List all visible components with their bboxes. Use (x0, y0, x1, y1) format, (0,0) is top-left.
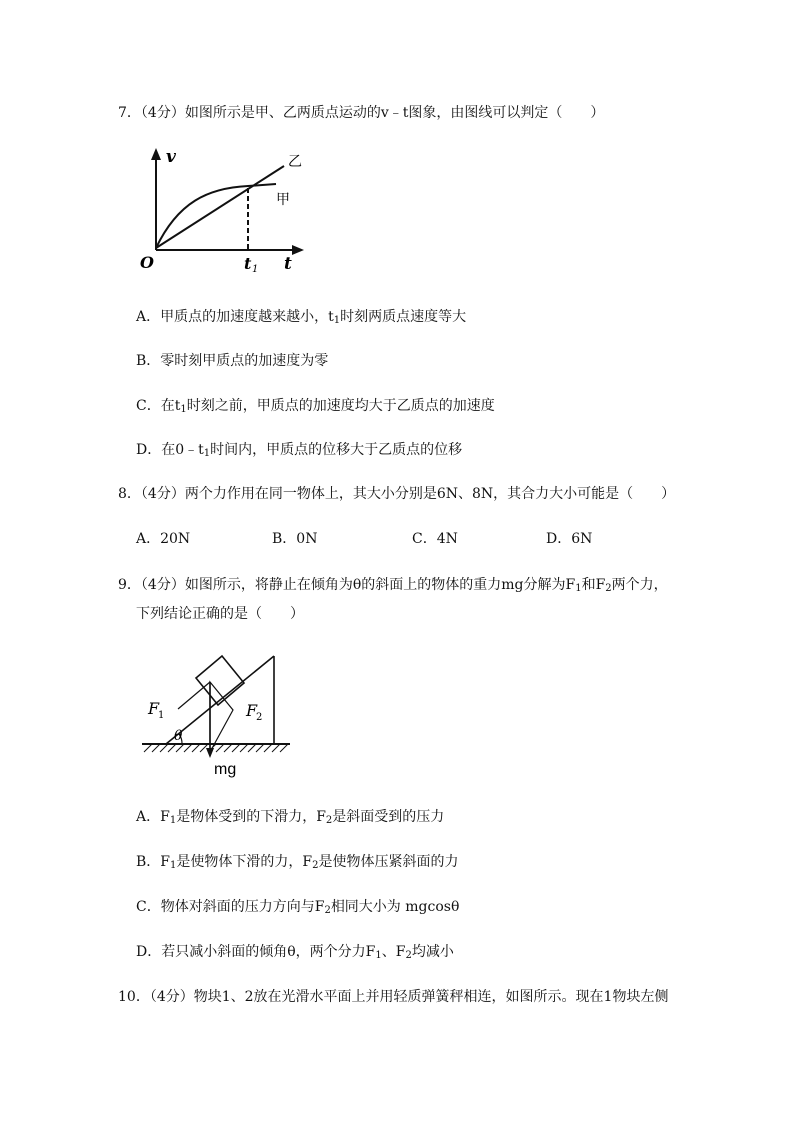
q7-option-d-text-end: 时间内，甲质点的位移大于乙质点的位移 (210, 442, 463, 458)
q9-option-d-sub1: 1 (375, 950, 382, 961)
q7-t1-subscript: 1 (252, 264, 259, 275)
q7-t-axis-arrow (292, 245, 304, 255)
q7-option-d (136, 441, 462, 459)
q7-y-axis-label: v (166, 147, 176, 167)
q7-x-axis-label: t (284, 254, 292, 274)
q7-option-c-sub: 1 (180, 404, 187, 415)
q7-jia-label: 甲 (276, 192, 290, 208)
q9-stem-line2: 下列结论正确的是（ ） (136, 606, 304, 622)
q7-vt-graph (138, 142, 308, 275)
q7-origin-label: O (140, 253, 154, 272)
q8-option-c: C．4N (412, 531, 458, 547)
q9-option-b-text-mid: 是使物体下滑的力，F (176, 854, 313, 870)
q9-f1-label: F (148, 699, 160, 718)
q8-stem: 8．（4分）两个力作用在同一物体上，其大小分别是6N、8N，其合力大小可能是（ ） (118, 486, 676, 502)
q9-stem-text-mid: 和F (581, 577, 606, 593)
q7-curve-jia (156, 184, 276, 248)
q9-option-a-text-mid: 是物体受到的下滑力，F (176, 809, 326, 825)
q9-option-c-sub1: 2 (324, 905, 331, 916)
q7-yi-label: 乙 (288, 154, 302, 170)
q9-theta-label: θ (174, 728, 183, 744)
q7-option-d-text: D．在0﹣t (136, 442, 204, 458)
q9-option-d (136, 943, 454, 961)
q7-stem: 7．（4分）如图所示是甲、乙两质点运动的v﹣t图象，由图线可以判定（ ） (118, 105, 605, 121)
q7-v-axis-arrow (151, 148, 161, 160)
q9-option-b-text: B．F (136, 854, 171, 870)
q9-option-d-text: D．若只减小斜面的倾角θ，两个分力F (136, 944, 376, 960)
q9-option-d-sub2: 2 (405, 950, 412, 961)
q7-option-c (136, 397, 495, 415)
q9-block (196, 656, 244, 705)
q9-option-d-text-end: 均减小 (411, 944, 454, 960)
q9-option-a (136, 808, 444, 826)
q7-option-a (136, 308, 466, 326)
q9-option-b-sub1: 1 (170, 860, 177, 871)
q7-line-yi (156, 166, 284, 248)
q7-option-c-text-end: 时刻之前，甲质点的加速度均大于乙质点的加速度 (186, 398, 495, 414)
q7-option-c-text: C．在t (136, 398, 181, 414)
q9-option-c-text: C．物体对斜面的压力方向与F (136, 899, 325, 915)
q9-option-d-text-mid: 、F (381, 944, 406, 960)
q9-stem (118, 576, 668, 594)
q9-ground-hatching (144, 744, 288, 752)
q9-option-b (136, 853, 458, 871)
q8-option-a: A．20N (136, 531, 191, 547)
q7-option-a-sub: 1 (333, 315, 341, 326)
q10-stem: 10．（4分）物块1、2放在光滑水平面上并用轻质弹簧秤相连，如图所示。现在1物块左侧 (118, 989, 669, 1005)
q9-option-a-sub1: 1 (169, 815, 177, 826)
q9-option-b-sub2: 2 (312, 860, 319, 871)
q9-f2-subscript: 2 (256, 712, 263, 723)
q7-option-a-text-end: 时刻两质点速度等大 (340, 309, 467, 325)
q9-f1-subscript: 1 (158, 710, 165, 721)
q7-option-a-text: A．甲质点的加速度越来越小，t (136, 309, 334, 325)
q9-stem-sub2: 2 (605, 583, 612, 594)
q8-option-b: B．0N (272, 531, 318, 547)
q9-option-a-text: A．F (136, 809, 170, 825)
q9-option-a-text-end: 是斜面受到的压力 (332, 809, 445, 825)
q9-stem-text-end: 两个力， (611, 577, 668, 593)
q9-f2-label: F (246, 701, 258, 720)
q7-option-d-sub: 1 (203, 448, 211, 459)
q9-option-b-text-end: 是使物体压紧斜面的力 (318, 854, 459, 870)
q9-option-a-sub2: 2 (325, 815, 333, 826)
q8-option-d: D．6N (546, 531, 593, 547)
q9-stem-sub1: 1 (575, 583, 582, 594)
q9-option-c (136, 898, 459, 916)
q9-stem-text: 9．（4分）如图所示，将静止在倾角为θ的斜面上的物体的重力mg分解为F (118, 577, 576, 593)
q9-mg-label: mg (214, 761, 237, 778)
q7-t1-label: t (244, 254, 252, 273)
q7-option-b: B．零时刻甲质点的加速度为零 (136, 353, 329, 369)
q9-f1-component (178, 682, 210, 709)
q9-option-c-text-end: 相同大小为 mgcosθ (330, 899, 460, 915)
q9-incline-figure (138, 648, 298, 780)
